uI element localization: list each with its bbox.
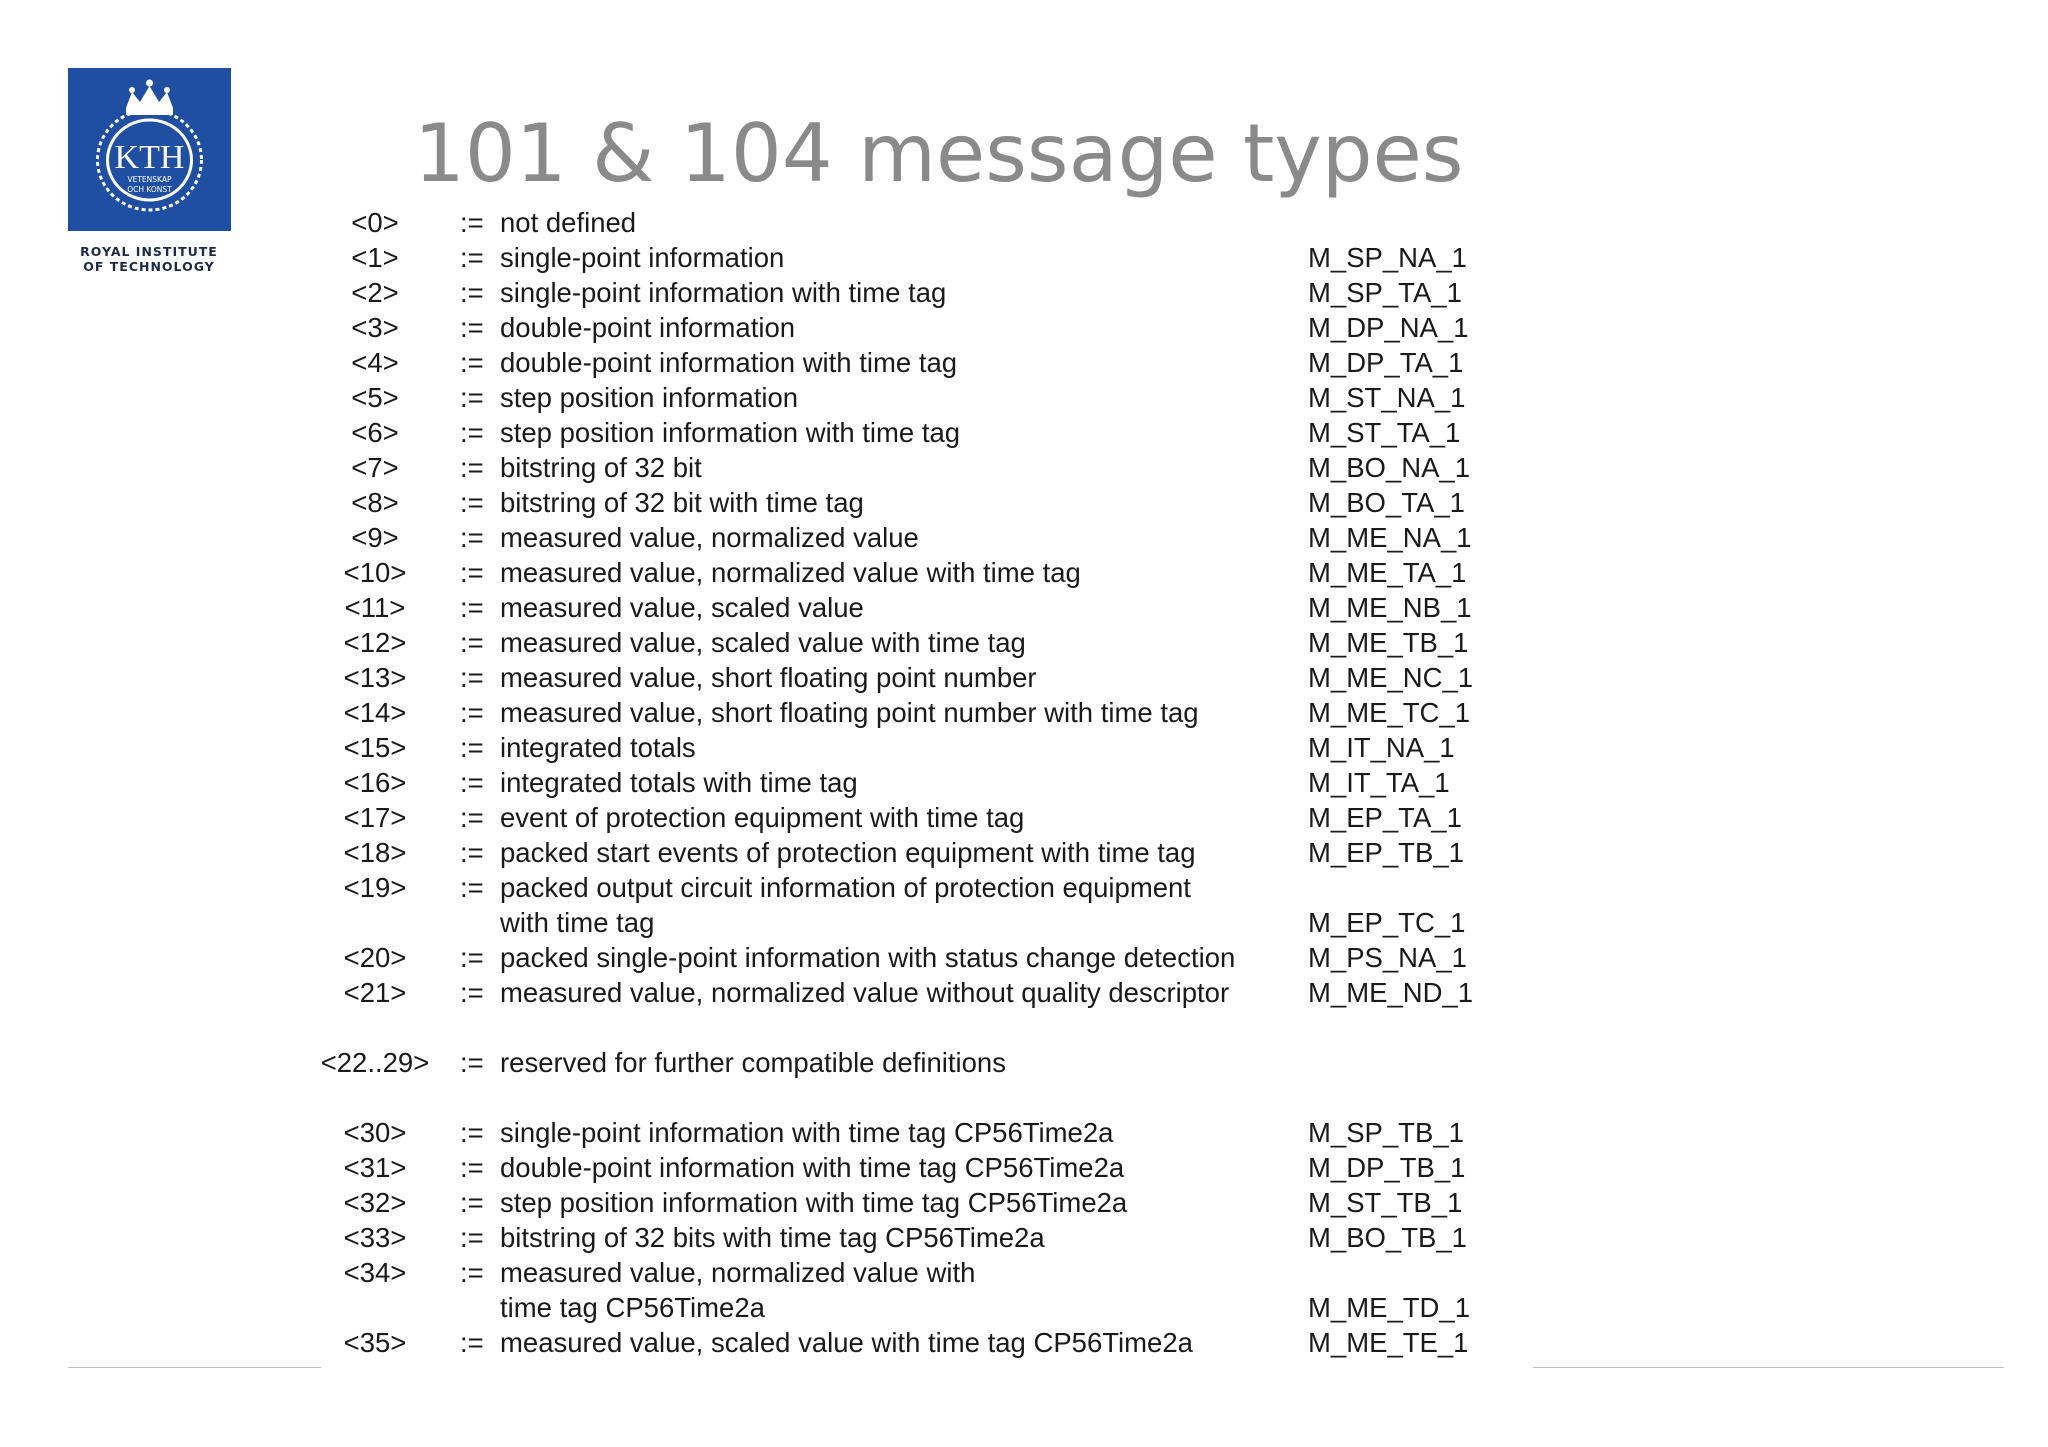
type-identifier: M_EP_TB_1 bbox=[1308, 837, 1464, 868]
type-code: <6> bbox=[351, 417, 399, 448]
assign-symbol: := bbox=[460, 697, 484, 728]
type-description: measured value, scaled value bbox=[500, 592, 864, 623]
type-description: packed single-point information with status change detection bbox=[500, 942, 1236, 973]
assign-symbol: := bbox=[460, 837, 484, 868]
logo-motto-line2: OCH KONST bbox=[127, 185, 172, 194]
type-description: double-point information bbox=[500, 312, 796, 343]
type-identifier: M_ME_TB_1 bbox=[1308, 627, 1469, 658]
assign-symbol: := bbox=[460, 1222, 484, 1253]
type-identifier: M_ST_TB_1 bbox=[1308, 1187, 1463, 1218]
assign-symbol: := bbox=[460, 977, 484, 1008]
assign-symbol: := bbox=[460, 242, 484, 273]
type-identifier: M_ME_TD_1 bbox=[1308, 1292, 1470, 1323]
type-description: measured value, normalized value with time tag bbox=[500, 557, 1081, 588]
assign-symbol: := bbox=[460, 1117, 484, 1148]
type-identifier: M_ME_TE_1 bbox=[1308, 1327, 1469, 1358]
type-code: <0> bbox=[351, 207, 399, 238]
type-code: <14> bbox=[343, 697, 407, 728]
type-identifier: M_ME_ND_1 bbox=[1308, 977, 1474, 1008]
type-identifier: M_IT_NA_1 bbox=[1308, 732, 1455, 763]
assign-symbol: := bbox=[460, 452, 484, 483]
type-code: <33> bbox=[343, 1222, 407, 1253]
type-code: <15> bbox=[343, 732, 407, 763]
type-identifier: M_ME_TC_1 bbox=[1308, 697, 1470, 728]
assign-symbol: := bbox=[460, 1257, 484, 1288]
type-code: <2> bbox=[351, 277, 399, 308]
type-code: <16> bbox=[343, 767, 407, 798]
type-code: <5> bbox=[351, 382, 399, 413]
type-description: bitstring of 32 bit with time tag bbox=[500, 487, 864, 518]
type-identifier: M_SP_TB_1 bbox=[1308, 1117, 1464, 1148]
type-description: single-point information with time tag CP56Time2a bbox=[500, 1117, 1114, 1148]
type-code: <3> bbox=[351, 312, 399, 343]
message-type-table bbox=[320, 206, 1500, 1386]
type-identifier: M_BO_NA_1 bbox=[1308, 452, 1471, 483]
type-identifier: M_ST_TA_1 bbox=[1308, 417, 1461, 448]
type-description: measured value, normalized value without quality descriptor bbox=[500, 977, 1230, 1008]
type-code: <21> bbox=[343, 977, 407, 1008]
type-code: <20> bbox=[343, 942, 407, 973]
type-code: <12> bbox=[343, 627, 407, 658]
type-description: step position information with time tag CP56Time2a bbox=[500, 1187, 1128, 1218]
type-code: <22..29> bbox=[320, 1047, 430, 1078]
type-description-continued: time tag CP56Time2a bbox=[500, 1292, 765, 1323]
assign-symbol: := bbox=[460, 1327, 484, 1358]
type-description: not defined bbox=[500, 207, 637, 238]
type-description: integrated totals bbox=[500, 732, 696, 763]
type-description: double-point information with time tag CP56Time2a bbox=[500, 1152, 1125, 1183]
type-identifier: M_ME_NA_1 bbox=[1308, 522, 1472, 553]
type-code: <32> bbox=[343, 1187, 407, 1218]
logo-motto-line1: VETENSKAP bbox=[127, 175, 172, 184]
assign-symbol: := bbox=[460, 277, 484, 308]
assign-symbol: := bbox=[460, 207, 484, 238]
assign-symbol: := bbox=[460, 417, 484, 448]
type-description: double-point information with time tag bbox=[500, 347, 958, 378]
type-description: bitstring of 32 bits with time tag CP56Time2a bbox=[500, 1222, 1045, 1253]
type-description: step position information bbox=[500, 382, 799, 413]
type-code: <30> bbox=[343, 1117, 407, 1148]
type-code: <35> bbox=[343, 1327, 407, 1358]
type-code: <11> bbox=[344, 592, 406, 623]
type-identifier: M_SP_TA_1 bbox=[1308, 277, 1462, 308]
logo-kth-text: KTH bbox=[114, 139, 185, 176]
type-description: measured value, short floating point number bbox=[500, 662, 1037, 693]
type-identifier: M_ME_NC_1 bbox=[1308, 662, 1474, 693]
type-identifier: M_PS_NA_1 bbox=[1308, 942, 1467, 973]
type-identifier: M_IT_TA_1 bbox=[1308, 767, 1450, 798]
type-identifier: M_BO_TB_1 bbox=[1308, 1222, 1467, 1253]
assign-symbol: := bbox=[460, 1187, 484, 1218]
type-code: <7> bbox=[351, 452, 399, 483]
type-code: <1> bbox=[351, 242, 399, 273]
assign-symbol: := bbox=[460, 312, 484, 343]
type-identifier: M_DP_TA_1 bbox=[1308, 347, 1464, 378]
kth-logo bbox=[68, 68, 231, 231]
type-description: measured value, scaled value with time tag bbox=[500, 627, 1026, 658]
type-identifier: M_BO_TA_1 bbox=[1308, 487, 1465, 518]
logo-caption bbox=[60, 244, 238, 274]
type-description: step position information with time tag bbox=[500, 417, 961, 448]
assign-symbol: := bbox=[460, 872, 484, 903]
type-description-continued: with time tag bbox=[500, 907, 655, 938]
type-description: event of protection equipment with time tag bbox=[500, 802, 1025, 833]
type-code: <18> bbox=[343, 837, 407, 868]
assign-symbol: := bbox=[460, 487, 484, 518]
logo-caption-line1: ROYAL INSTITUTE bbox=[80, 244, 218, 259]
assign-symbol: := bbox=[460, 942, 484, 973]
assign-symbol: := bbox=[460, 1047, 484, 1078]
logo-caption-line2: OF TECHNOLOGY bbox=[83, 259, 215, 274]
assign-symbol: := bbox=[460, 592, 484, 623]
type-description: packed output circuit information of protection equipment bbox=[500, 872, 1191, 903]
type-code: <34> bbox=[343, 1257, 407, 1288]
assign-symbol: := bbox=[460, 382, 484, 413]
type-description: single-point information with time tag bbox=[500, 277, 947, 308]
footer-divider-left bbox=[68, 1367, 321, 1368]
type-code: <9> bbox=[351, 522, 399, 553]
type-identifier: M_DP_TB_1 bbox=[1308, 1152, 1466, 1183]
assign-symbol: := bbox=[460, 662, 484, 693]
type-description: measured value, short floating point number with time tag bbox=[500, 697, 1199, 728]
assign-symbol: := bbox=[460, 522, 484, 553]
assign-symbol: := bbox=[460, 732, 484, 763]
assign-symbol: := bbox=[460, 347, 484, 378]
type-identifier: M_EP_TA_1 bbox=[1308, 802, 1462, 833]
type-description: packed start events of protection equipment with time tag bbox=[500, 837, 1196, 868]
type-code: <31> bbox=[343, 1152, 407, 1183]
type-code: <13> bbox=[343, 662, 407, 693]
type-identifier: M_DP_NA_1 bbox=[1308, 312, 1469, 343]
type-identifier: M_ME_NB_1 bbox=[1308, 592, 1472, 623]
assign-symbol: := bbox=[460, 1152, 484, 1183]
type-identifier: M_ST_NA_1 bbox=[1308, 382, 1466, 413]
type-description: integrated totals with time tag bbox=[500, 767, 858, 798]
type-description: measured value, normalized value bbox=[500, 522, 919, 553]
type-code: <4> bbox=[351, 347, 399, 378]
kth-crown-seal-icon bbox=[68, 68, 231, 231]
footer-divider-right bbox=[1533, 1367, 2004, 1368]
type-description: single-point information bbox=[500, 242, 785, 273]
type-description: bitstring of 32 bit bbox=[500, 452, 702, 483]
type-code: <17> bbox=[343, 802, 407, 833]
assign-symbol: := bbox=[460, 767, 484, 798]
assign-symbol: := bbox=[460, 802, 484, 833]
type-identifier: M_EP_TC_1 bbox=[1308, 907, 1466, 938]
page-title: 101 & 104 message types bbox=[414, 107, 1464, 200]
type-code: <10> bbox=[343, 557, 407, 588]
type-code: <8> bbox=[351, 487, 399, 518]
type-identifier: M_ME_TA_1 bbox=[1308, 557, 1467, 588]
type-description: reserved for further compatible definitions bbox=[500, 1047, 1006, 1078]
type-description: measured value, scaled value with time tag CP56Time2a bbox=[500, 1327, 1193, 1358]
assign-symbol: := bbox=[460, 557, 484, 588]
assign-symbol: := bbox=[460, 627, 484, 658]
type-code: <19> bbox=[343, 872, 407, 903]
type-description: measured value, normalized value with bbox=[500, 1257, 976, 1288]
type-identifier: M_SP_NA_1 bbox=[1308, 242, 1467, 273]
